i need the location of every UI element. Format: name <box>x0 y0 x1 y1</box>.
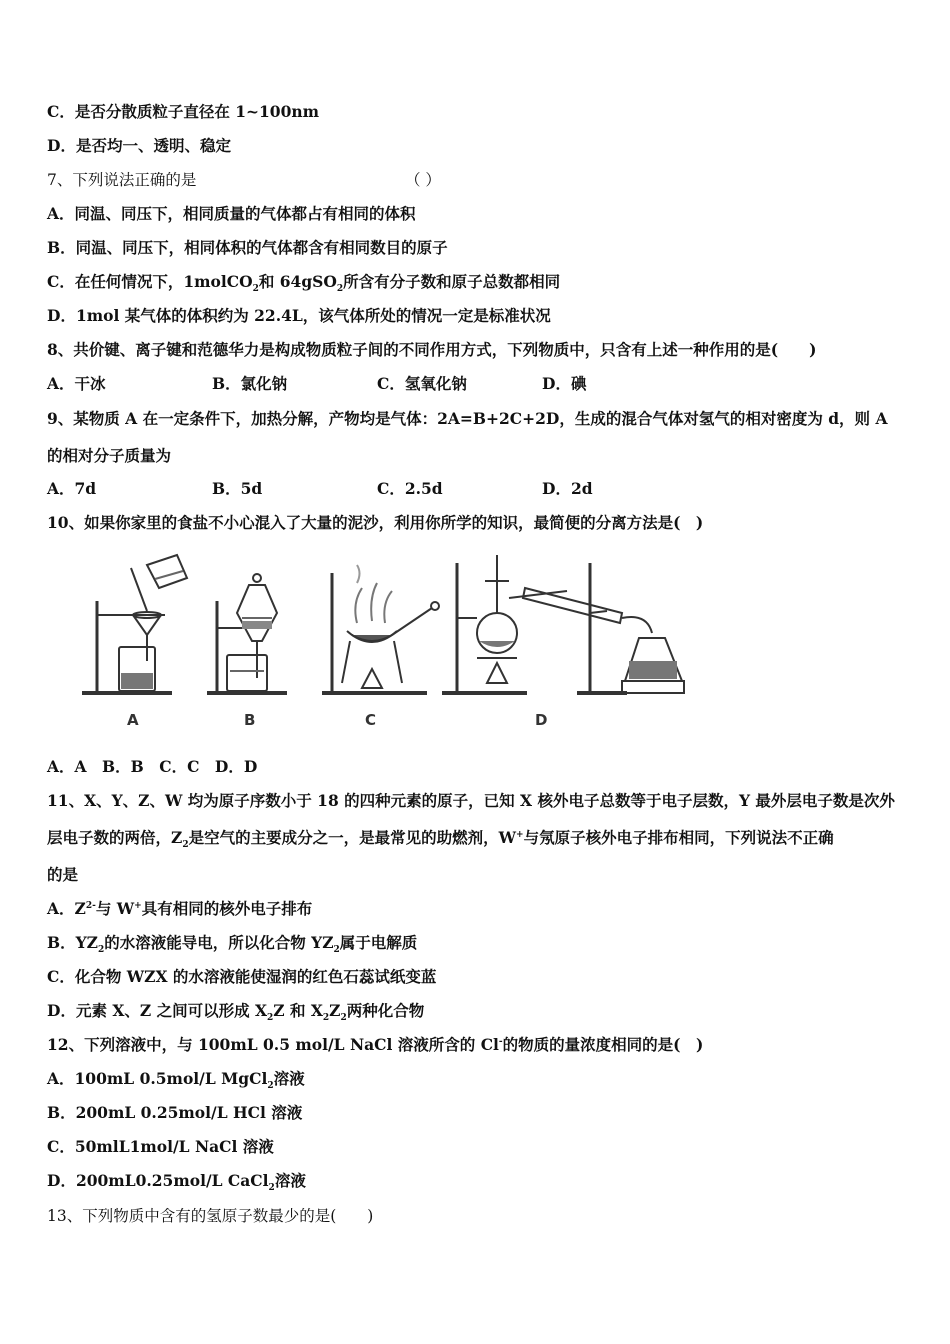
q11-option-d-part4: 两种化合物 <box>346 1001 425 1020</box>
apparatus-b-separating-funnel <box>207 574 287 693</box>
q11-option-b-sub1: 2 <box>97 945 105 956</box>
q11-line2-part1: 层电子数的两倍，Z <box>47 828 183 847</box>
q11-option-d-part3: Z <box>329 1001 341 1020</box>
q10-stem: 10、如果你家里的食盐不小心混入了大量的泥沙，利用你所学的知识，最简便的分离方法是( ) <box>47 513 704 532</box>
q11-option-a-sup1: 2- <box>85 900 96 911</box>
q9-option-b: B．5d <box>212 479 263 498</box>
q7-option-c <box>47 272 910 295</box>
q11-stem-line1: 11、X、Y、Z、W 均为原子序数小于 18 的四种元素的原子，已知 X 核外电子总数等于电子层数，Y 最外层电子数是次外 <box>47 791 895 810</box>
q7-stem-text: 7、下列说法正确的是 <box>47 171 197 189</box>
q12-option-a-part2: 溶液 <box>273 1069 305 1088</box>
q7-stem <box>47 170 910 190</box>
figure-label-b: B <box>244 711 256 729</box>
q8-option-c: C．氢氧化钠 <box>377 374 467 393</box>
q12-option-a-part1: A．100mL 0.5mol/L MgCl <box>47 1069 268 1088</box>
q7-option-c-sub2: 2 <box>336 284 344 295</box>
q8-options <box>47 374 910 394</box>
q8-option-d: D．碘 <box>542 374 587 393</box>
q12-option-d <box>47 1171 910 1194</box>
q12-stem-part1: 12、下列溶液中，与 100mL 0.5 mol/L NaCl 溶液所含的 Cl <box>47 1035 499 1054</box>
q7-answer-paren: （ ） <box>405 171 441 189</box>
q11-stem-line2 <box>47 828 910 851</box>
q12-option-d-sub: 2 <box>268 1183 275 1194</box>
q11-option-d <box>47 1001 910 1024</box>
q9-stem-line1: 9、某物质 A 在一定条件下，加热分解，产物均是气体：2A=B+2C+2D，生成的混合气体对氢气的相对密度为 d，则 A <box>47 409 888 428</box>
q12-stem-sup: - <box>498 1036 503 1047</box>
q11-line2-sup: + <box>516 829 524 840</box>
q7-option-c-part3: 所含有分子数和原子总数都相同 <box>343 272 561 291</box>
q11-option-a-part2: 与 W <box>95 899 135 918</box>
q11-option-b <box>47 933 910 956</box>
q7-option-c-sub1: 2 <box>252 284 259 295</box>
figure-label-c: C <box>365 711 377 729</box>
q12-option-a-sub: 2 <box>267 1081 274 1092</box>
q11-stem-line3: 的是 <box>47 865 79 884</box>
q11-option-a-part1: A．Z <box>47 899 86 918</box>
q7-option-a: A．同温、同压下，相同质量的气体都占有相同的体积 <box>47 204 416 223</box>
q9-option-c: C．2.5d <box>377 479 443 498</box>
q12-option-d-part2: 溶液 <box>274 1171 306 1190</box>
q11-option-d-sub1: 2 <box>267 1013 274 1024</box>
q9-option-a: A．7d <box>47 479 97 498</box>
q11-option-b-part2: 的水溶液能导电，所以化合物 YZ <box>104 933 334 952</box>
q7-option-d: D．1mol 某气体的体积约为 22.4L，该气体所处的情况一定是标准状况 <box>47 306 551 325</box>
lab-apparatus-figure <box>47 543 711 733</box>
figure-label-a: A <box>127 711 139 729</box>
q8-stem: 8、共价键、离子键和范德华力是构成物质粒子间的不同作用方式，下列物质中，只含有上述一种作用的是( ) <box>47 340 817 359</box>
q11-option-b-part3: 属于电解质 <box>339 933 418 952</box>
q11-line2-sub: 2 <box>182 840 189 851</box>
q11-line2-part3: 与氖原子核外电子排布相同，下列说法不正确 <box>523 828 834 847</box>
q10-options: A．A B．B C．C D．D <box>47 757 258 776</box>
apparatus-c-evaporation <box>322 565 439 693</box>
q11-option-b-part1: B．YZ <box>47 933 98 952</box>
q11-option-c: C．化合物 WZX 的水溶液能使湿润的红色石蕊试纸变蓝 <box>47 967 437 986</box>
q9-option-d: D．2d <box>542 479 593 498</box>
q12-option-c: C．50mlL1mol/L NaCl 溶液 <box>47 1137 274 1156</box>
q9-stem-line2: 的相对分子质量为 <box>47 446 172 465</box>
q6-option-d: D．是否均一、透明、稳定 <box>47 136 231 155</box>
q13-stem: 13、下列物质中含有的氢原子数最少的是( ) <box>47 1207 374 1225</box>
q11-line2-part2: 是空气的主要成分之一，是最常见的助燃剂，W <box>188 828 517 847</box>
apparatus-d-distillation <box>442 555 684 693</box>
q9-options <box>47 479 910 499</box>
q12-option-a <box>47 1069 910 1092</box>
q8-option-a: A．干冰 <box>47 374 106 393</box>
q11-option-d-sub3: 2 <box>340 1013 347 1024</box>
q12-option-b: B．200mL 0.25mol/L HCl 溶液 <box>47 1103 303 1122</box>
q11-option-d-part2: Z 和 X <box>273 1001 323 1020</box>
q11-option-a-part3: 具有相同的核外电子排布 <box>141 899 313 918</box>
apparatus-svg <box>47 543 711 733</box>
q6-option-c: C．是否分散质粒子直径在 1~100nm <box>47 102 320 121</box>
q11-option-b-sub2: 2 <box>333 945 340 956</box>
q8-option-b: B．氯化钠 <box>212 374 288 393</box>
q11-option-a <box>47 899 910 919</box>
q12-stem-part2: 的物质的量浓度相同的是( ) <box>502 1035 704 1054</box>
q7-option-c-part2: 和 64gSO <box>258 272 337 291</box>
apparatus-a-filtration <box>82 555 187 693</box>
q11-option-d-sub2: 2 <box>322 1013 330 1024</box>
q7-option-b: B．同温、同压下，相同体积的气体都含有相同数目的原子 <box>47 238 448 257</box>
figure-label-d: D <box>535 711 548 729</box>
q12-option-d-part1: D．200mL0.25mol/L CaCl <box>47 1171 269 1190</box>
q7-option-c-part1: C．在任何情况下，1molCO <box>47 272 253 291</box>
q12-stem <box>47 1035 910 1055</box>
q11-option-d-part1: D．元素 X、Z 之间可以形成 X <box>47 1001 267 1020</box>
q11-option-a-sup2: + <box>134 900 142 911</box>
